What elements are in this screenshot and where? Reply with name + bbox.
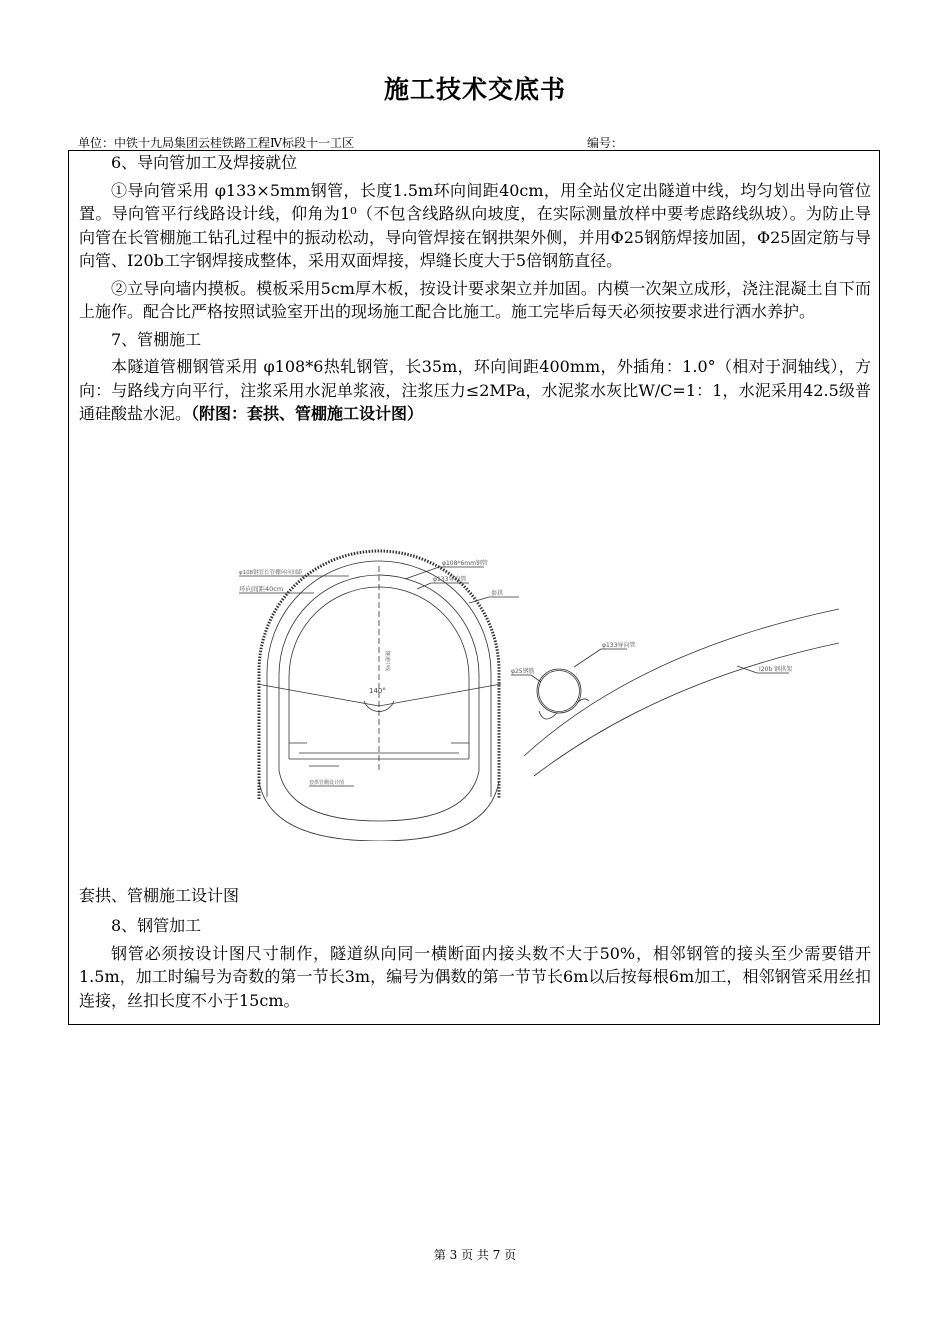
arch-pipe-shed-diagram xyxy=(139,541,899,841)
label-pipe: φ108*6mm钢管 xyxy=(442,560,488,567)
unit-label: 单位：中铁十九局集团云桂铁路工程Ⅳ标段十一工区 xyxy=(78,136,354,150)
label-spacing-value: 环向间距40cm xyxy=(239,585,284,593)
section6-para2: ②立导向墙内摸板。模板采用5cm厚木板，按设计要求架立并加固。内模一次架立成形，浇注混凝土自下而上施作。配合比严格按照试验室开出的现场施工配合比施工。施工完毕后每天必须按要求进行洒水养护。 xyxy=(79,278,871,321)
label-bottom: 套拱管棚设计图 xyxy=(309,780,345,786)
label-pipe-spacing: φ108钢管长管棚环向间距 xyxy=(239,570,303,576)
label-arch: 套拱 xyxy=(491,590,504,597)
page-footer: 第 3 页 共 7 页 xyxy=(433,1248,517,1262)
main-content xyxy=(79,151,871,426)
detail-steel-label: I20b 钢拱架 xyxy=(759,666,793,673)
section7-para1-text: 本隧道管棚钢管采用 φ108*6热轧钢管，长35m，环向间距400mm，外插角：1.0°（相对于洞轴线），方向：与路线方向平行，注浆采用水泥单浆液，注浆压力≤2MPa，水泥浆水灰比W/C=1：1，水泥采用42.5级普通硅酸盐水泥。 xyxy=(79,357,871,423)
label-guide: φ133导向管 xyxy=(433,576,467,583)
detail-guide-label: φ133导向管 xyxy=(602,642,636,649)
section7-figure-ref: （附图：套拱、管棚施工设计图） xyxy=(191,404,424,423)
content-frame xyxy=(68,150,880,1025)
section8-heading: 8、钢管加工 xyxy=(111,916,202,935)
section7-para1 xyxy=(79,355,871,426)
label-angle: 140° xyxy=(369,687,386,695)
section8 xyxy=(79,914,871,1012)
document-title: 施工技术交底书 xyxy=(383,75,566,104)
figure-caption: 套拱、管棚施工设计图 xyxy=(79,886,240,905)
detail-rebar-label: φ25钢筋 xyxy=(511,668,535,675)
section7-heading: 7、管棚施工 xyxy=(111,329,202,349)
section8-para1: 钢管必须按设计图尺寸制作，隧道纵向同一横断面内接头数不大于50%，相邻钢管的接头至少需要错开1.5m，加工时编号为奇数的第一节长3m，编号为偶数的第一节节长6m以后按每根6m加工，相邻钢管采用丝扣连接，丝扣长度不小于15cm。 xyxy=(79,943,871,1010)
cross-section-drawing xyxy=(239,551,519,841)
number-label: 编号： xyxy=(587,136,624,150)
guide-pipe-detail xyxy=(511,609,839,776)
label-center: 隧道中线 xyxy=(384,651,390,672)
section6-heading: 6、导向管加工及焊接就位 xyxy=(111,153,298,172)
section6-para1: ①导向管采用 φ133×5mm钢管，长度1.5m环向间距40cm，用全站仪定出隧道中线，均匀划出导向管位置。导向管平行线路设计线，仰角为1⁰（不包含线路纵向坡度，在实际测量放样中要考虑路线纵坡）。为防止导向管在长管棚施工钻孔过程中的振动松动，导向管焊接在钢拱架外侧，并用Φ25钢筋焊接加固，Φ25固定筋与导向管、I20b工字钢焊接成整体，采用双面焊接，焊缝长度大于5倍钢筋直径。 xyxy=(79,180,871,270)
